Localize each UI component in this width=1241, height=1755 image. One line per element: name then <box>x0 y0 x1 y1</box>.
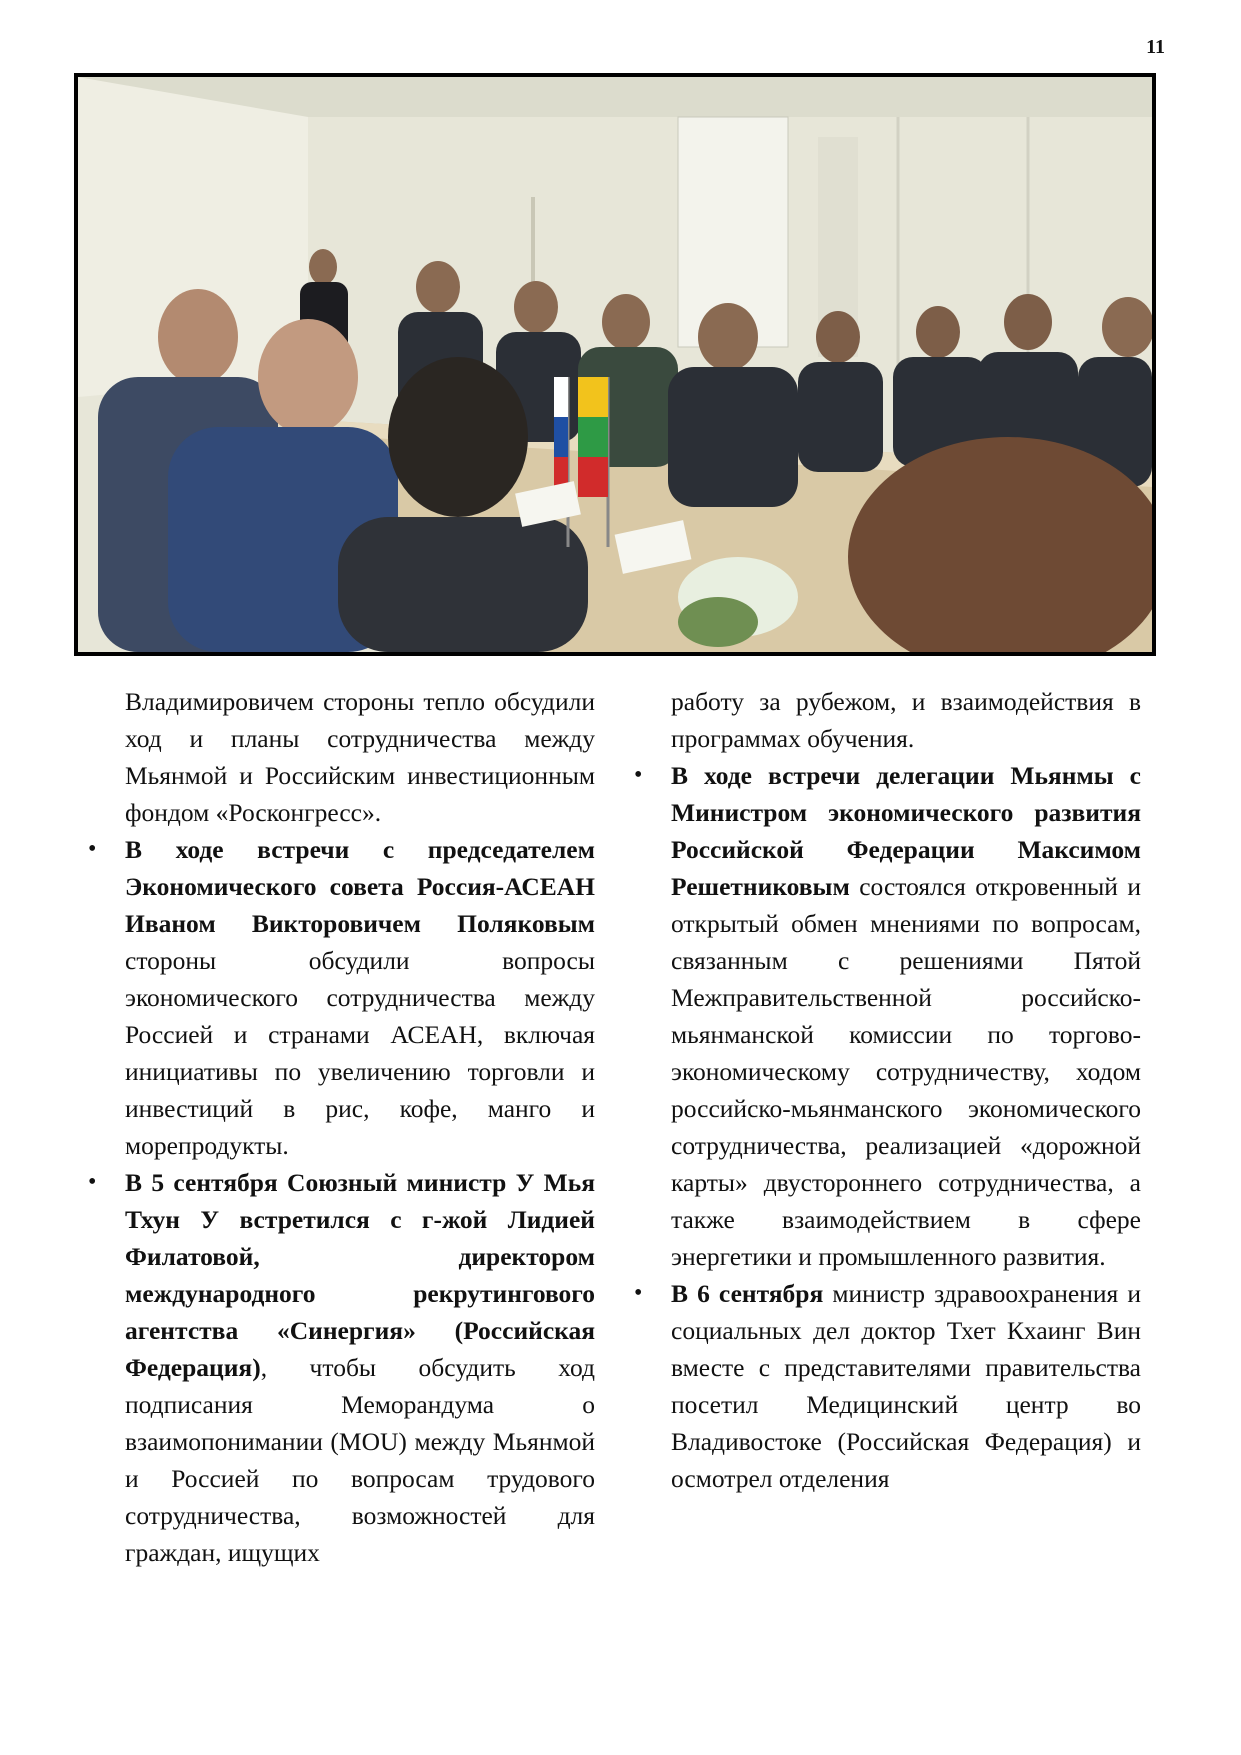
right-bullet-1-bold: В ходе встречи делегации Мьянмы с Министром экономического развития Российской Федерации Максимом Решетниковым <box>671 761 1141 901</box>
page-number: 11 <box>1146 36 1165 58</box>
right-bullet-1-text: состоялся откровенный и открытый обмен мнениями по вопросам, связанным с решениями Пятой Межправительственной российско-мьянманской комиссии по торгово-экономическому сотрудничеству, ходом российско-мьянманского экономического сотрудничества, реализацией «дорожной карты» двустороннего сотрудничества, а также взаимодействием в сфере энергетики и промышленного развития. <box>671 872 1141 1271</box>
right-bullet-2-bold: В 6 сентября <box>671 1279 824 1308</box>
left-bullet-2-text: , чтобы обсудить ход подписания Меморандума о взаимопонимании (MOU) между Мьянмой и Россией по вопросам трудового сотрудничества, возможностей для граждан, ищущих <box>125 1353 595 1567</box>
left-bullet-1-bold: В ходе встречи с председателем Экономического совета Россия-АСЕАН Иваном Викторовичем Поляковым <box>125 835 595 938</box>
left-bullet-1 <box>125 831 595 1164</box>
left-lead-paragraph: Владимировичем стороны тепло обсудили ход и планы сотрудничества между Мьянмой и Российским инвестиционным фондом «Росконгресс». <box>125 687 595 827</box>
left-bullet-2 <box>125 1164 595 1571</box>
right-bullet-1 <box>671 757 1141 1275</box>
meeting-photo-icon <box>78 77 1152 652</box>
right-lead-paragraph: работу за рубежом, и взаимодействия в программах обучения. <box>671 687 1141 753</box>
right-column <box>671 683 1141 1497</box>
right-bullet-2-text: министр здравоохранения и социальных дел доктор Тхет Кхаинг Вин вместе с представителями правительства посетил Медицинский центр во Владивостоке (Российская Федерация) и осмотрел отделения <box>671 1279 1141 1493</box>
meeting-photo <box>74 73 1156 656</box>
left-column <box>125 683 595 1571</box>
left-bullet-1-text: стороны обсудили вопросы экономического сотрудничества между Россией и странами АСЕАН, включая инициативы по увеличению торговли и инвестиций в рис, кофе, манго и морепродукты. <box>125 946 595 1160</box>
left-bullet-2-bold: В 5 сентября Союзный министр У Мья Тхун У встретился с г-жой Лидией Филатовой, директором международного рекрутингового агентства «Синергия» (Российская Федерация) <box>125 1168 595 1382</box>
right-bullet-2 <box>671 1275 1141 1497</box>
